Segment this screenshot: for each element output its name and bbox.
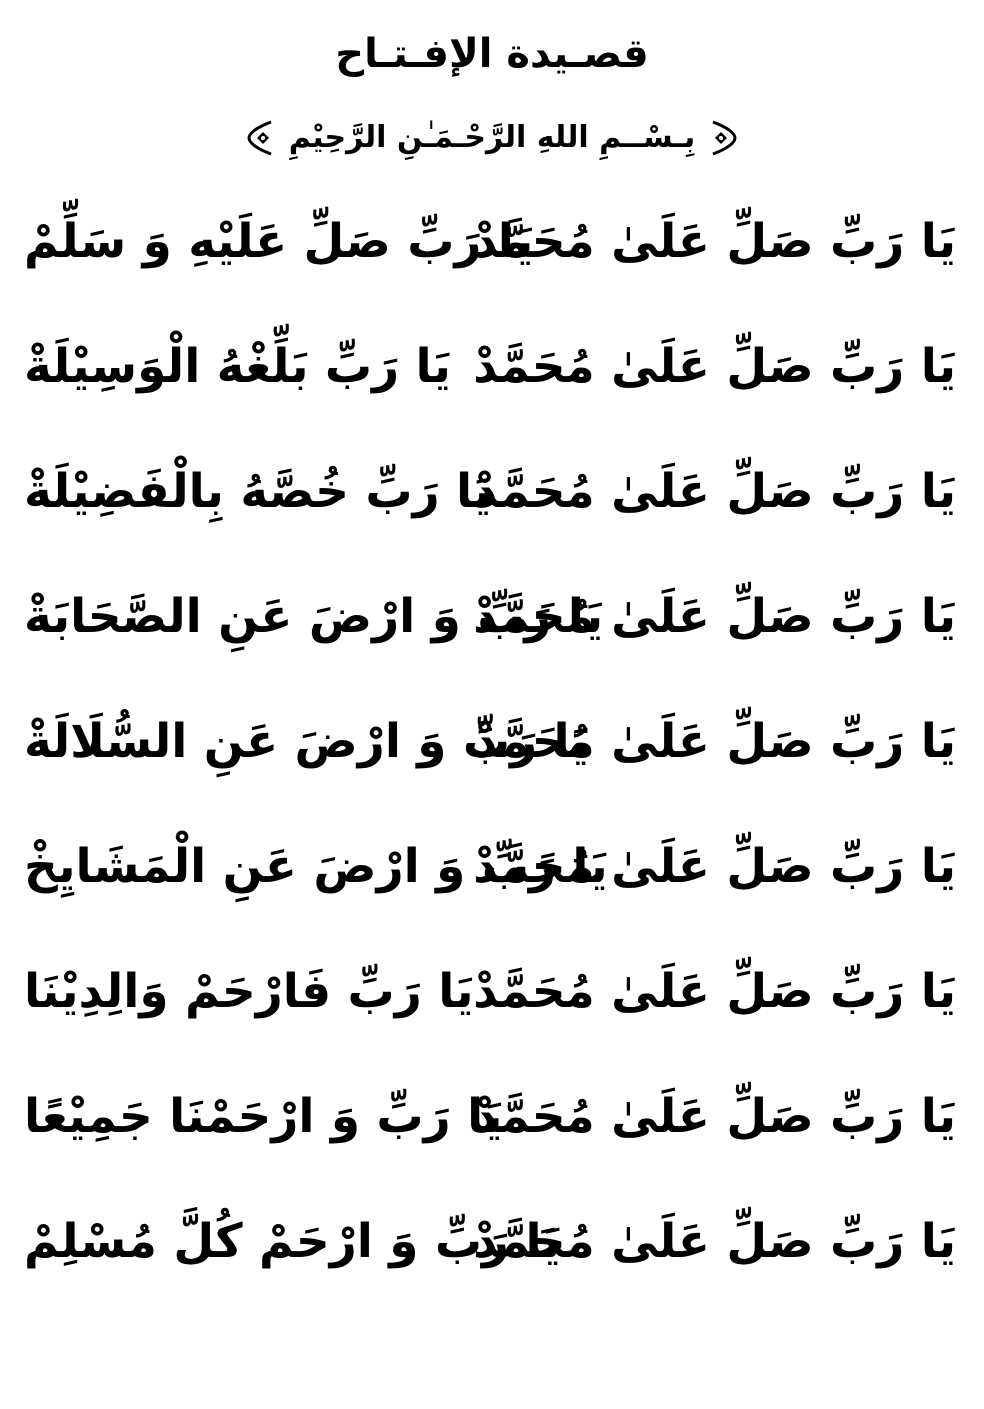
verse-7 bbox=[0, 936, 984, 1048]
verse-3 bbox=[0, 436, 984, 548]
verse-2-first-hemistich: يَا رَبِّ صَلِّ عَلَىٰ مُحَمَّدْ bbox=[473, 339, 956, 394]
verse-3-first-hemistich: يَا رَبِّ صَلِّ عَلَىٰ مُحَمَّدْ bbox=[473, 464, 956, 519]
verse-9-second-hemistich: يَا رَبِّ وَ ارْحَمْ كُلَّ مُسْلِمْ bbox=[24, 1214, 561, 1269]
verse-6-second-hemistich: يَا رَبِّ وَ ارْضَ عَنِ الْمَشَايِخْ bbox=[24, 839, 608, 894]
verse-2 bbox=[0, 311, 984, 423]
verse-1 bbox=[0, 186, 984, 298]
verse-5-second-hemistich: يَا رَبِّ وَ ارْضَ عَنِ السُّلَالَةْ bbox=[24, 714, 589, 769]
verse-8-first-hemistich: يَا رَبِّ صَلِّ عَلَىٰ مُحَمَّدْ bbox=[473, 1089, 956, 1144]
verse-8-second-hemistich: يَا رَبِّ وَ ارْحَمْنَا جَمِيْعًا bbox=[24, 1089, 503, 1144]
verse-6 bbox=[0, 811, 984, 923]
verse-4 bbox=[0, 561, 984, 673]
basmala-row bbox=[0, 108, 984, 168]
verse-1-second-hemistich: يَا رَبِّ صَلِّ عَلَيْهِ وَ سَلِّمْ bbox=[24, 214, 534, 269]
verse-2-second-hemistich: يَا رَبِّ بَلِّغْهُ الْوَسِيْلَةْ bbox=[24, 339, 451, 394]
verse-9 bbox=[0, 1186, 984, 1298]
verse-1-first-hemistich: يَا رَبِّ صَلِّ عَلَىٰ مُحَمَّدْ bbox=[473, 214, 956, 269]
verse-5 bbox=[0, 686, 984, 798]
poem-title: قصـيدة الإفـتـاح bbox=[335, 31, 649, 77]
verse-5-first-hemistich: يَا رَبِّ صَلِّ عَلَىٰ مُحَمَّدْ bbox=[473, 714, 956, 769]
verse-4-first-hemistich: يَا رَبِّ صَلِّ عَلَىٰ مُحَمَّدْ bbox=[473, 589, 956, 644]
verse-6-first-hemistich: يَا رَبِّ صَلِّ عَلَىٰ مُحَمَّدْ bbox=[473, 839, 956, 894]
verse-4-second-hemistich: يَا رَبِّ وَ ارْضَ عَنِ الصَّحَابَةْ bbox=[24, 589, 604, 644]
basmala: بِـسْــمِ اللهِ الرَّحْـمَـٰنِ الرَّحِيْمِ bbox=[288, 120, 696, 155]
verse-7-first-hemistich: يَا رَبِّ صَلِّ عَلَىٰ مُحَمَّدْ bbox=[473, 964, 956, 1019]
verse-8 bbox=[0, 1061, 984, 1173]
verse-7-second-hemistich: يَا رَبِّ فَارْحَمْ وَالِدِيْنَا bbox=[24, 964, 474, 1019]
verse-9-first-hemistich: يَا رَبِّ صَلِّ عَلَىٰ مُحَمَّدْ bbox=[473, 1214, 956, 1269]
ornament-right-icon bbox=[709, 118, 743, 158]
verse-3-second-hemistich: يَا رَبِّ خُصَّهُ بِالْفَضِيْلَةْ bbox=[24, 464, 492, 519]
ornament-left-icon bbox=[241, 118, 275, 158]
